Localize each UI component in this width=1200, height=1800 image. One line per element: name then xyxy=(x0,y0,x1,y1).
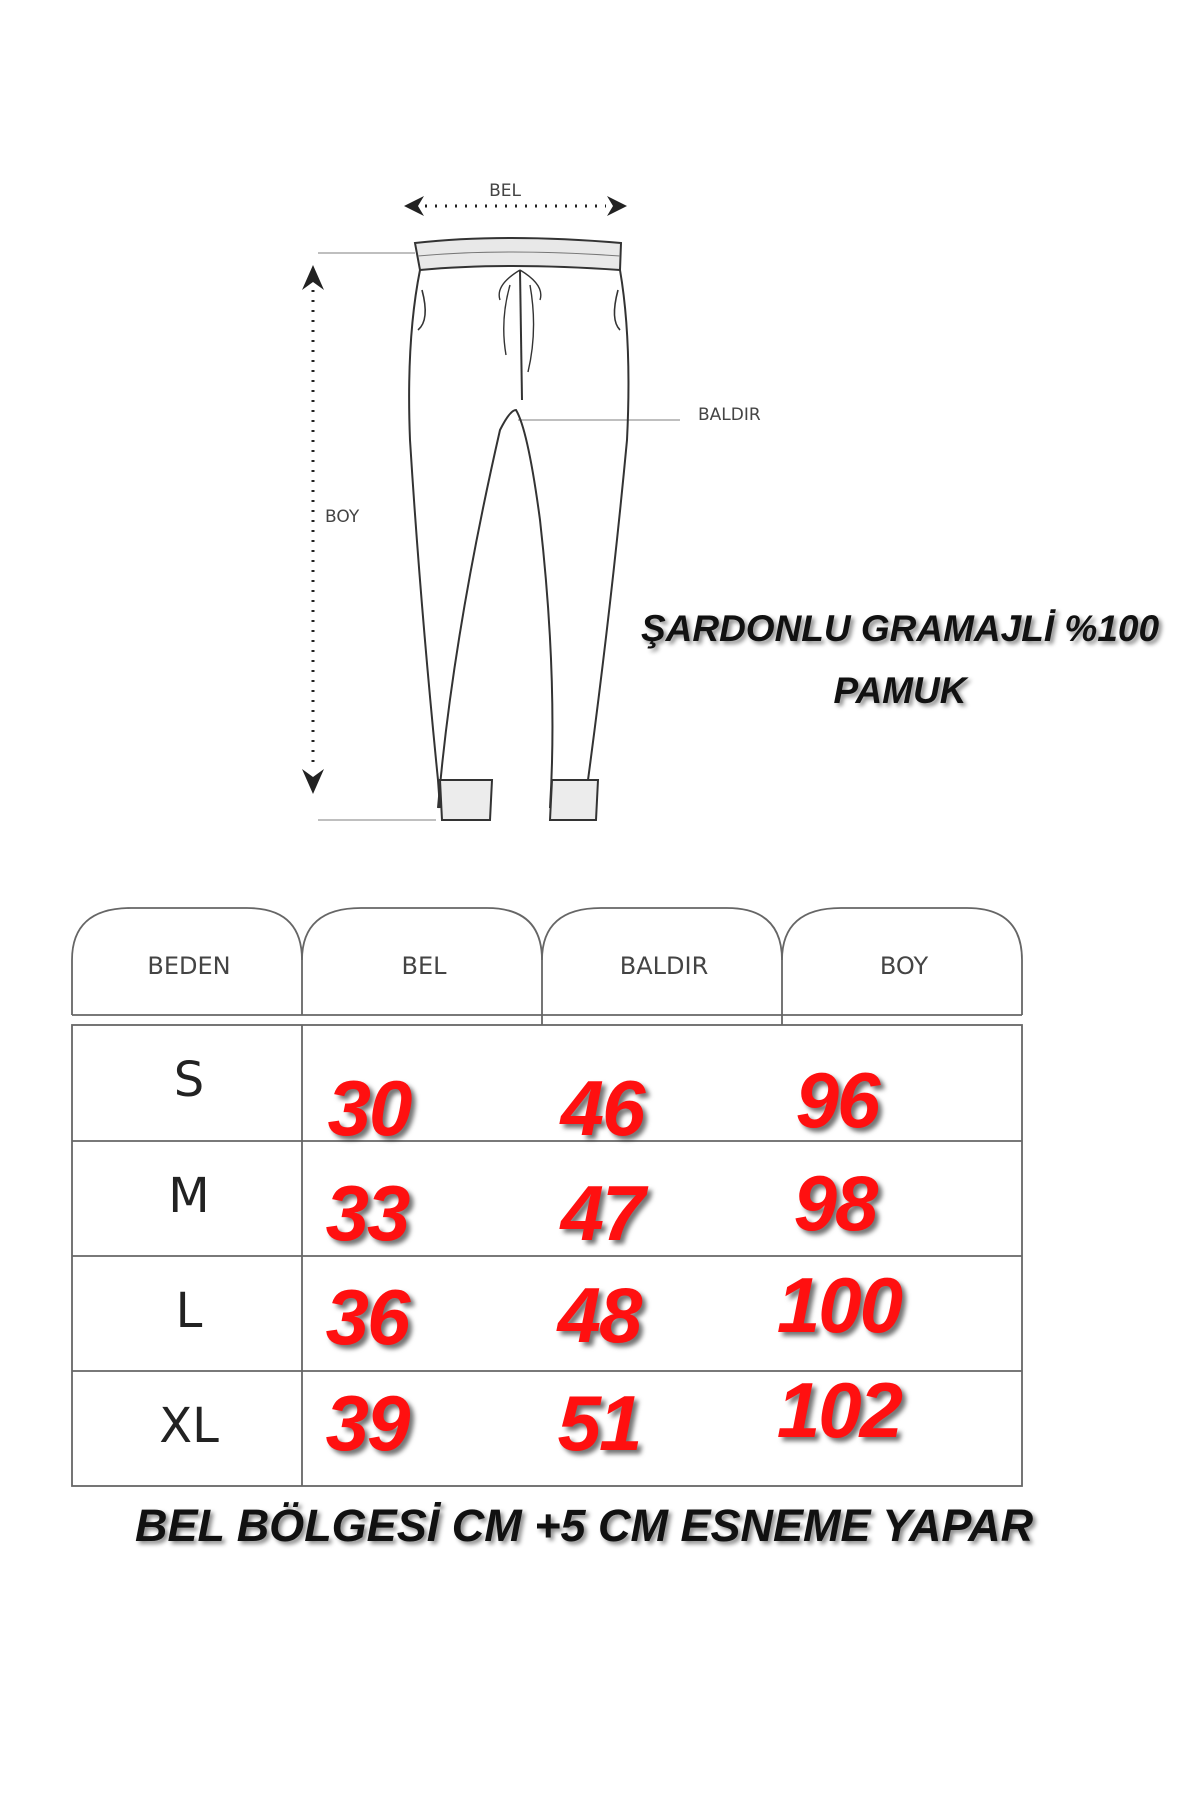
value-m-bel: 33 xyxy=(325,1169,409,1257)
size-l: L xyxy=(175,1283,203,1339)
length-label: BOY xyxy=(325,507,360,527)
value-s-baldir: 46 xyxy=(560,1064,644,1152)
value-l-boy: 100 xyxy=(776,1261,902,1349)
size-s: S xyxy=(173,1052,205,1108)
value-m-boy: 98 xyxy=(793,1159,877,1247)
header-beden: BEDEN xyxy=(147,952,231,980)
value-l-baldir: 48 xyxy=(557,1271,641,1359)
value-m-baldir: 47 xyxy=(560,1169,644,1257)
size-m: M xyxy=(168,1168,210,1224)
value-l-bel: 36 xyxy=(325,1273,409,1361)
waist-stretch-note: BEL BÖLGESİ CM +5 CM ESNEME YAPAR xyxy=(135,1500,1034,1551)
pants-diagram xyxy=(0,0,1200,880)
value-s-bel: 30 xyxy=(327,1064,411,1152)
pants-outline xyxy=(409,238,628,820)
fabric-line-2: PAMUK xyxy=(833,670,967,711)
header-bel: BEL xyxy=(401,952,447,980)
fabric-description xyxy=(640,598,1160,722)
header-boy: BOY xyxy=(879,952,929,980)
value-s-boy: 96 xyxy=(795,1056,879,1144)
size-xl: XL xyxy=(159,1398,219,1454)
length-arrow xyxy=(302,265,324,794)
value-xl-baldir: 51 xyxy=(557,1379,641,1467)
header-baldir: BALDIR xyxy=(619,952,709,980)
fabric-line-1: ŞARDONLU GRAMAJLİ %100 xyxy=(640,608,1160,649)
waist-label: BEL xyxy=(489,181,521,201)
value-xl-boy: 102 xyxy=(776,1366,902,1454)
size-table xyxy=(71,900,1024,1490)
value-xl-bel: 39 xyxy=(325,1379,409,1467)
thigh-label: BALDIR xyxy=(698,405,761,425)
